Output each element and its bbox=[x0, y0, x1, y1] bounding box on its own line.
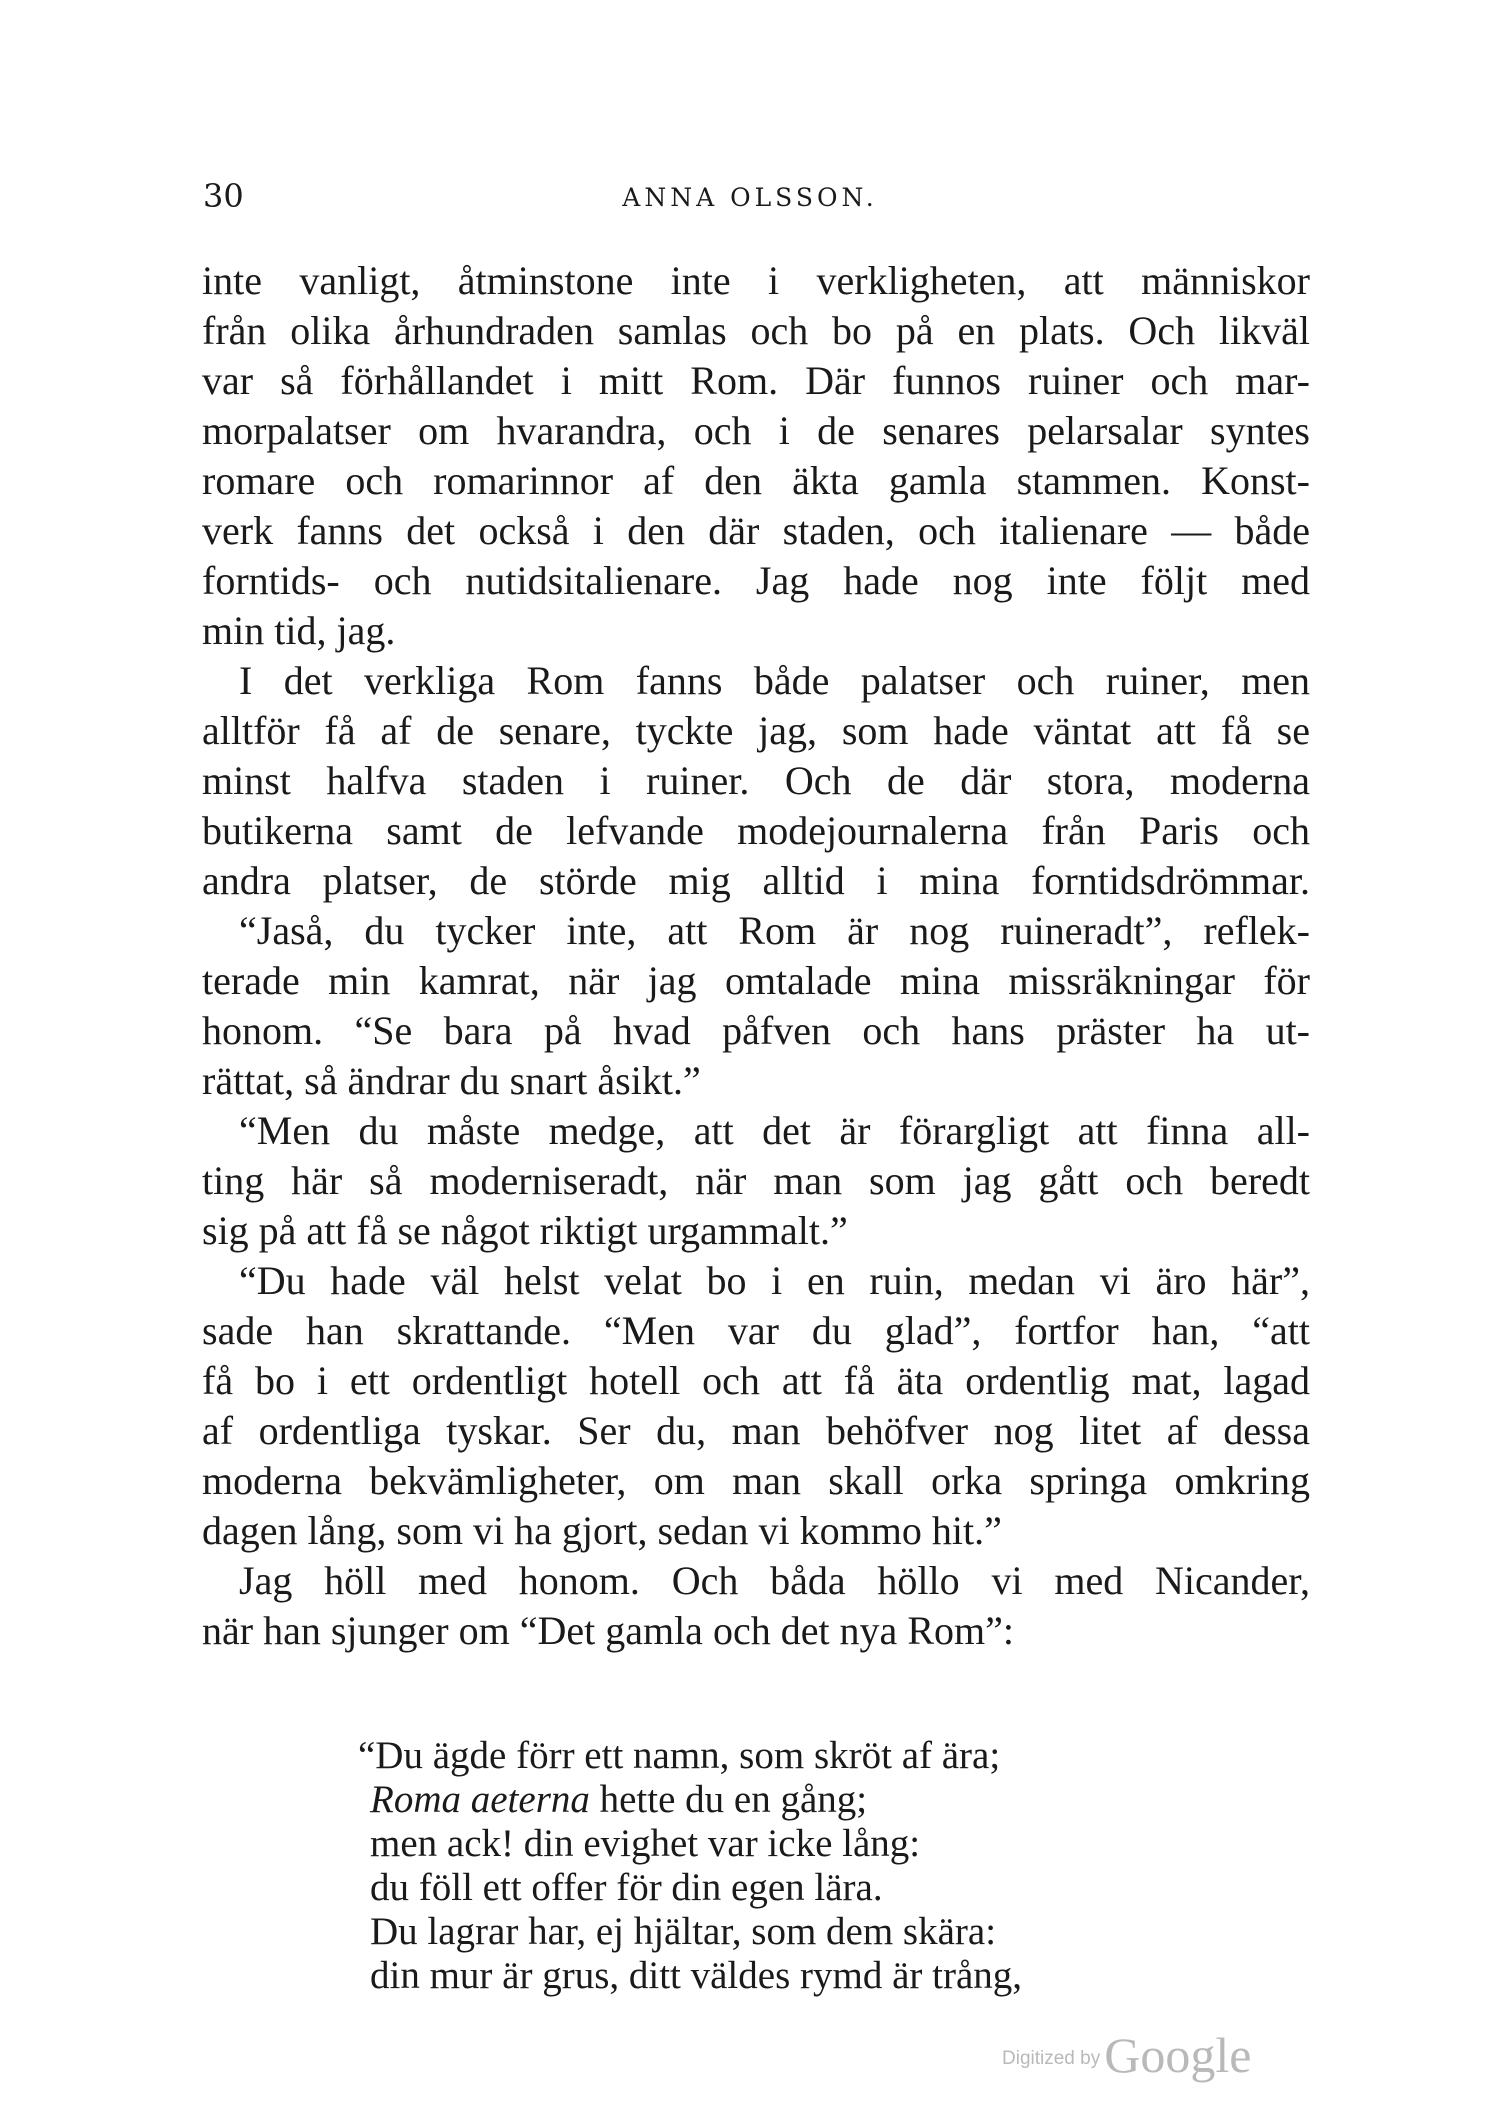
poem-line: “Du ägde förr ett namn, som skröt af ära; bbox=[358, 1734, 1001, 1777]
text-line: honom. “Se bara på hvad påfven och hans präster ha ut- bbox=[202, 1008, 1310, 1053]
poem-italic-phrase: Roma aeterna bbox=[370, 1778, 590, 1821]
digitized-watermark bbox=[1002, 2026, 1251, 2084]
poem-line bbox=[358, 1778, 1022, 1822]
text-line: moderna bekvämligheter, om man skall orka springa omkring bbox=[202, 1458, 1310, 1503]
running-head: ANNA OLSSON. bbox=[622, 183, 878, 212]
page-number: 30 bbox=[203, 177, 244, 215]
poem-line: men ack! din evighet var icke lång: bbox=[370, 1822, 921, 1865]
text-line: rättat, så ändrar du snart åsikt.” bbox=[202, 1058, 701, 1103]
poem-stanza bbox=[358, 1734, 1022, 1998]
text-line: var så förhållandet i mitt Rom. Där funnos ruiner och mar- bbox=[202, 358, 1310, 403]
text-line: inte vanligt, åtminstone inte i verkligheten, att människor bbox=[202, 258, 1310, 303]
text-line: sig på att få se något riktigt urgammalt.” bbox=[202, 1208, 848, 1253]
text-line: forntids- och nutidsitalienare. Jag hade nog inte följt med bbox=[202, 558, 1310, 603]
watermark-prefix: Digitized by bbox=[1002, 2048, 1101, 2069]
text-line: dagen lång, som vi ha gjort, sedan vi kommo hit.” bbox=[202, 1508, 1002, 1553]
text-line: min tid, jag. bbox=[202, 608, 396, 653]
text-line: verk fanns det också i den där staden, och italienare — både bbox=[202, 508, 1310, 553]
text-line: alltför få af de senare, tyckte jag, som hade väntat att få se bbox=[202, 708, 1310, 753]
poem-line: din mur är grus, ditt väldes rymd är trång, bbox=[370, 1954, 1023, 1997]
text-line: sade han skrattande. “Men var du glad”, fortfor han, “att bbox=[202, 1308, 1310, 1353]
text-line: andra platser, de störde mig alltid i mina forntidsdrömmar. bbox=[202, 858, 1310, 903]
text-line: “Du hade väl helst velat bo i en ruin, medan vi äro här”, bbox=[239, 1258, 1310, 1303]
text-line: när han sjunger om “Det gamla och det nya Rom”: bbox=[202, 1608, 1014, 1653]
text-line: få bo i ett ordentligt hotell och att få äta ordentlig mat, lagad bbox=[202, 1358, 1310, 1403]
poem-line-rest: hette du en gång; bbox=[589, 1778, 868, 1821]
text-line: romare och romarinnor af den äkta gamla stammen. Konst- bbox=[202, 458, 1310, 503]
poem-line: du föll ett offer för din egen lära. bbox=[370, 1866, 883, 1909]
poem-line: Du lagrar har, ej hjältar, som dem skära: bbox=[370, 1910, 997, 1953]
watermark-brand: Google bbox=[1104, 2027, 1252, 2083]
body-text bbox=[202, 256, 1310, 1656]
text-line: af ordentliga tyskar. Ser du, man behöfver nog litet af dessa bbox=[202, 1408, 1310, 1453]
text-line: I det verkliga Rom fanns både palatser och ruiner, men bbox=[239, 658, 1310, 703]
text-line: butikerna samt de lefvande modejournalerna från Paris och bbox=[202, 808, 1310, 853]
text-line: “Men du måste medge, att det är förargligt att finna all- bbox=[239, 1108, 1310, 1153]
text-line: Jag höll med honom. Och båda höllo vi med Nicander, bbox=[239, 1558, 1310, 1603]
text-line: ting här så moderniseradt, när man som jag gått och beredt bbox=[202, 1158, 1310, 1203]
text-line: från olika århundraden samlas och bo på en plats. Och likväl bbox=[202, 308, 1310, 353]
text-line: “Jaså, du tycker inte, att Rom är nog ruineradt”, reflek- bbox=[239, 908, 1310, 953]
text-line: terade min kamrat, när jag omtalade mina missräkningar för bbox=[202, 958, 1310, 1003]
text-line: minst halfva staden i ruiner. Och de där stora, moderna bbox=[202, 758, 1310, 803]
text-line: morpalatser om hvarandra, och i de senares pelarsalar syntes bbox=[202, 408, 1310, 453]
